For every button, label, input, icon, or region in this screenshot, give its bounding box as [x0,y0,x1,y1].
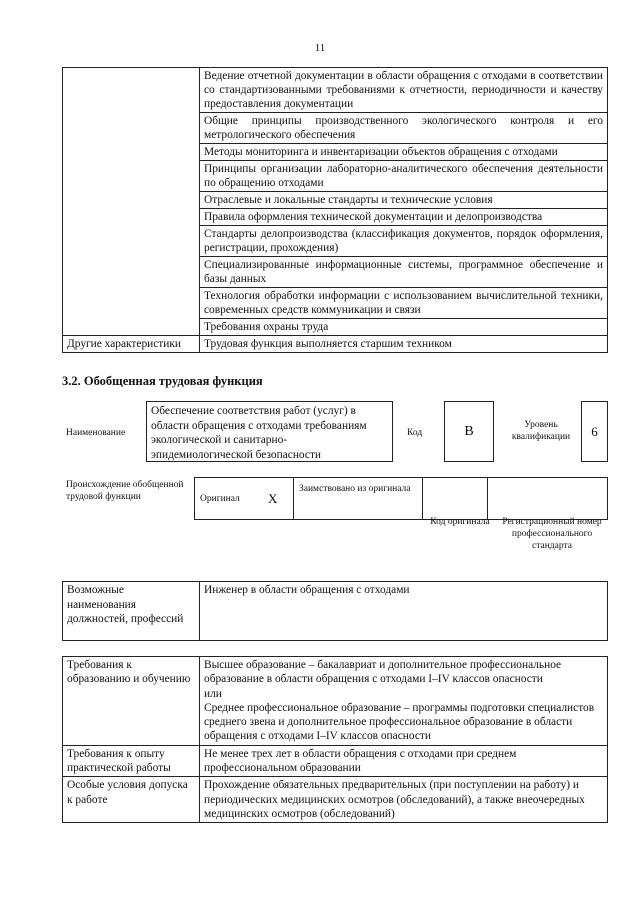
table-cell-empty [63,68,200,336]
knowledge-item: Специализированные информационные системы, программное обеспечение и базы данных [200,257,608,288]
education-value [200,657,608,746]
table-row [63,68,608,113]
special-conditions-label: Особые условия допуска к работе [63,777,200,823]
borrowed-label: Заимствовано из оригинала [294,478,423,520]
code-label: Код [407,428,423,438]
knowledge-item: Методы мониторинга и инвентаризации объектов обращения с отходами [200,144,608,161]
knowledge-item: Принципы организации лабораторно-аналитического обеспечения деятельности по обращению отходами [200,161,608,192]
page-number: 11 [314,42,326,54]
original-label: Оригинал [195,478,264,520]
education-label: Требования к образованию и обучению [63,657,200,746]
experience-value: Не менее трех лет в области обращения с отходами при среднем профессиональном образовании [200,745,608,777]
other-characteristics-value: Трудовая функция выполняется старшим техником [200,336,608,353]
knowledge-item: Стандарты делопроизводства (классификация документов, порядок оформления, регистрации, прохождения) [200,226,608,257]
knowledge-table [62,67,608,353]
origin-table [194,477,608,520]
knowledge-item: Отраслевые и локальные стандарты и технические условия [200,192,608,209]
level-value-box: 6 [581,401,608,462]
code-value-box: B [444,401,494,462]
positions-table [62,581,608,641]
knowledge-item: Правила оформления технической документации и делопроизводства [200,209,608,226]
experience-label: Требования к опыту практической работы [63,745,200,777]
knowledge-item: Требования охраны труда [200,319,608,336]
name-label: Наименование [66,428,126,438]
function-name-box: Обеспечение соответствия работ (услуг) в области обращения с отходами требованиям экологической и санитарно-эпидемиологической безопасности [146,401,393,462]
table-row [63,777,608,823]
education-line: Высшее образование – бакалавриат и дополнительное профессиональное образование в области обращения с отходами I–IV классов опасности [204,659,562,686]
table-row [63,582,608,641]
other-characteristics-label: Другие характеристики [63,336,200,353]
special-conditions-value: Прохождение обязательных предварительных (при поступлении на работу) и периодических медицинских осмотров (обследований), а также внеочередных медицинских осмотров (обследований) [200,777,608,823]
knowledge-item: Ведение отчетной документации в области обращения с отходами в соответствии со стандартизованными требованиями к отчетности, периодичности и качеству предоставления документации [200,68,608,113]
requirements-table [62,656,608,823]
positions-value: Инженер в области обращения с отходами [200,582,608,641]
knowledge-item: Технология обработки информации с использованием вычислительной техники, современных средств коммуникации и связи [200,288,608,319]
education-line: или [204,687,222,700]
reg-number-caption: Регистрационный номер профессионального стандарта [502,517,602,551]
original-mark: X [263,478,294,520]
origin-reg-cell [488,478,608,520]
origin-code-cell [423,478,488,520]
education-line: Среднее профессиональное образование – программы подготовки специалистов среднего звена и дополнительное профессиональное образование в области обращения с отходами I–IV классов опасности [204,701,595,743]
knowledge-item: Общие принципы производственного экологического контроля и его метрологического обеспечения [200,113,608,144]
code-original-caption: Код оригинала [430,517,490,527]
table-row [195,478,608,520]
table-row [63,745,608,777]
table-row [63,657,608,746]
section-title: 3.2. Обобщенная трудовая функция [62,374,263,388]
level-label: Уровень квалификации [511,420,571,442]
origin-label: Происхождение обобщенной трудовой функции [66,480,184,502]
positions-label: Возможные наименования должностей, профессий [63,582,200,641]
table-row [63,336,608,353]
